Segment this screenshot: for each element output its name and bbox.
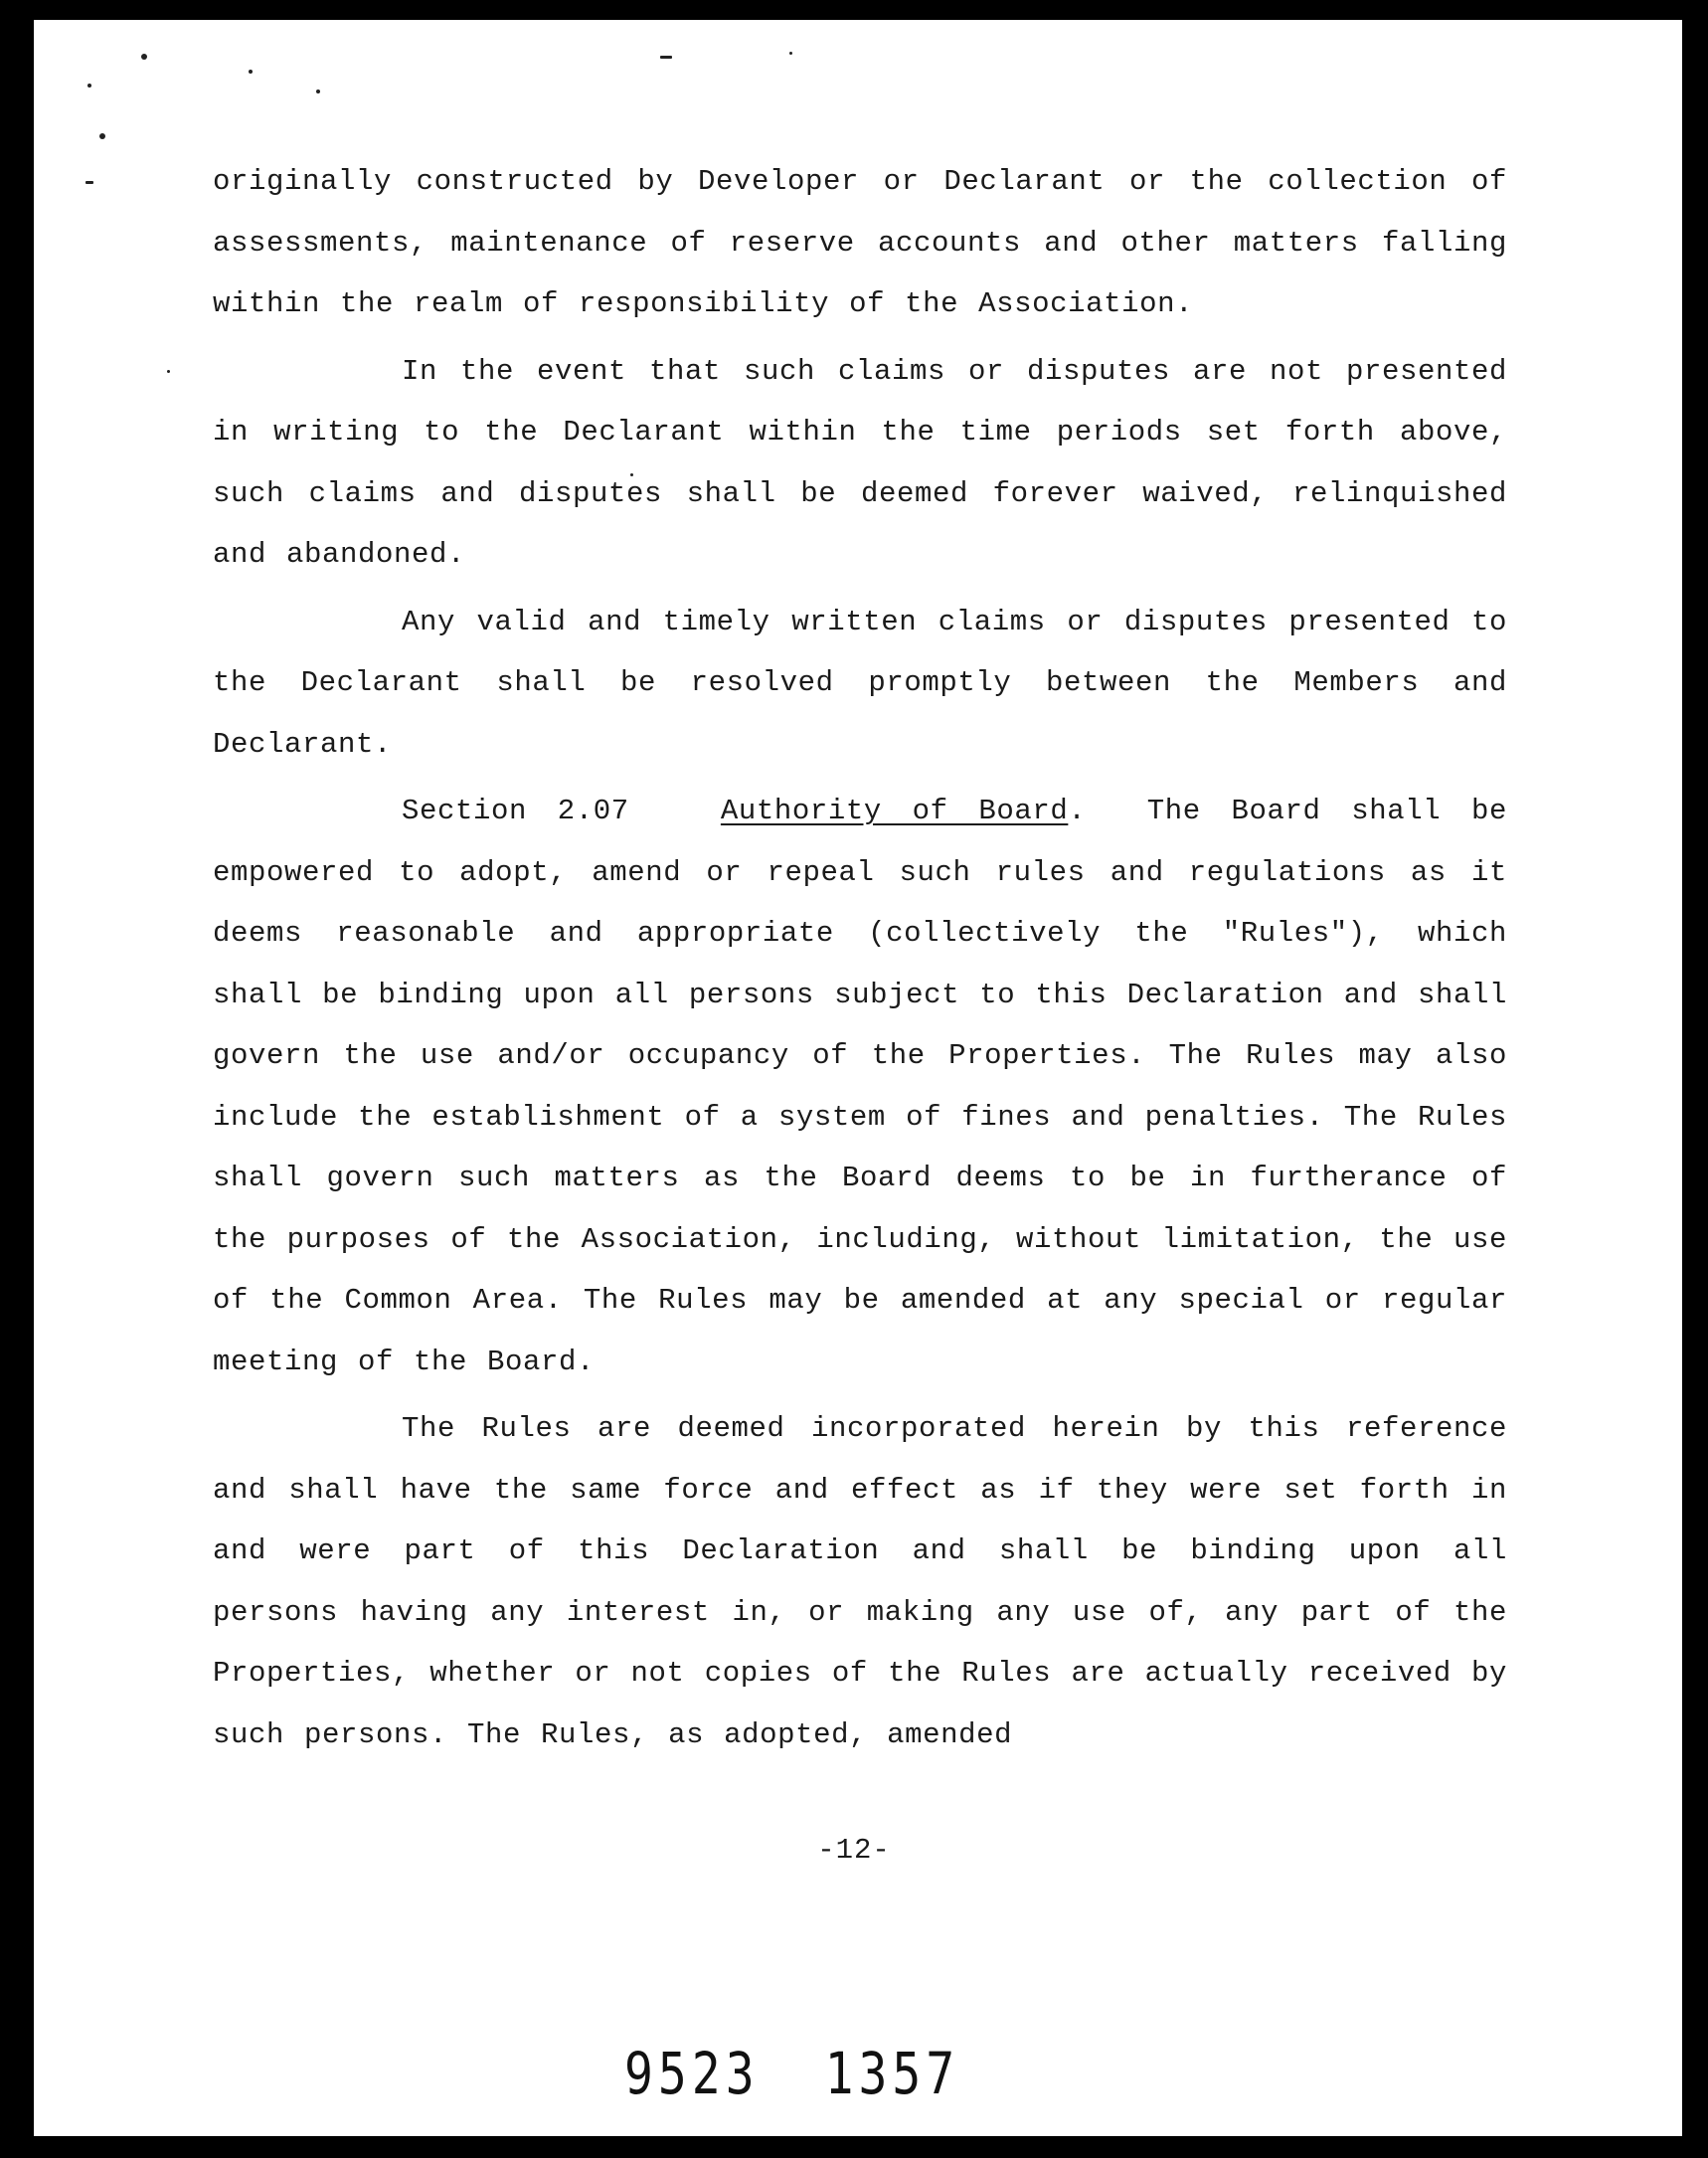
section-text: The Board shall be empowered to adopt, amend or repeal such rules and regulations as it deems reasonable and appropriate (collectively the "Rules"), which shall be binding upon all persons subject to this Declaration and shall govern the use and/or occupancy of the Properties. The Rules may also include the establishment of a system of fines and penalties. The Rules shall govern such matters as the Board deems to be in furtherance of the purposes of the Association, including, without limitation, the use of the Common Area. The Rules may be amended at any special or regular meeting of the Board. bbox=[213, 795, 1507, 1378]
scan-speck bbox=[249, 70, 253, 74]
scan-speck bbox=[789, 52, 792, 55]
paragraph: Any valid and timely written claims or disputes presented to the Declarant shall be resolved promptly between the Members and Declarant. bbox=[213, 605, 1507, 761]
section-paragraph bbox=[213, 781, 1507, 1392]
scan-speck bbox=[85, 181, 93, 184]
scan-speck bbox=[660, 56, 672, 59]
scan-speck bbox=[99, 133, 105, 139]
scan-speck bbox=[316, 90, 320, 93]
page-number: -12- bbox=[817, 1834, 891, 1867]
paragraph: In the event that such claims or disputes are not presented in writing to the Declarant within the time periods set forth above, such claims and disputes shall be deemed forever waived, relinquished and abandoned. bbox=[213, 354, 1507, 571]
stamp-left: 9523 bbox=[624, 2041, 760, 2108]
paragraph: The Rules are deemed incorporated herein by this reference and shall have the same force and effect as if they were set forth in and were part of this Declaration and shall be binding upon all persons having any interest in, or making any use of, any part of the Properties, whether or not copies of the Rules are actually received by such persons. The Rules, as adopted, amended bbox=[213, 1412, 1507, 1751]
section-number: Section 2.07 bbox=[402, 795, 629, 827]
stamp-right: 1357 bbox=[824, 2041, 960, 2108]
paragraph: originally constructed by Developer or Declarant or the collection of assessments, maintenance of reserve accounts and other matters falling within the realm of responsibility of the Association. bbox=[213, 165, 1507, 320]
section-heading-punct: . bbox=[1068, 795, 1087, 827]
section-heading: Authority of Board bbox=[720, 795, 1069, 827]
document-body bbox=[213, 151, 1507, 1771]
scan-speck bbox=[167, 370, 170, 373]
scan-speck bbox=[141, 54, 147, 60]
scan-speck bbox=[87, 84, 91, 88]
document-stamp-number bbox=[624, 2041, 959, 2107]
